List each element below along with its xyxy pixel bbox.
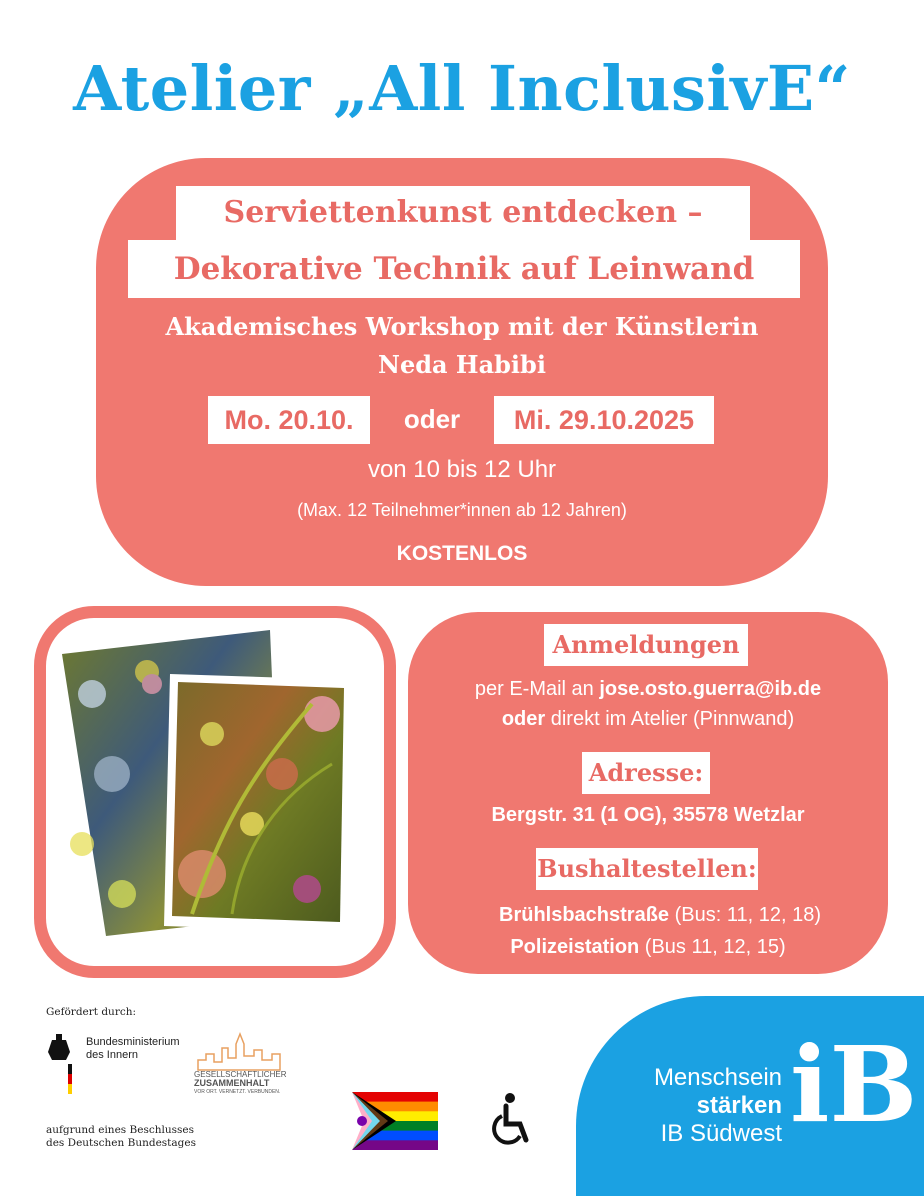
headline-line1: Serviettenkunst entdecken –: [176, 186, 750, 240]
price-text: KOSTENLOS: [396, 542, 528, 565]
bus-stop-1: Brühlsbachstraße (Bus: 11, 12, 18): [499, 904, 821, 926]
progress-pride-flag-icon: [352, 1092, 438, 1150]
registration-email[interactable]: jose.osto.guerra@ib.de: [599, 678, 822, 700]
subtitle-line1: Akademisches Workshop mit der Künstlerin: [165, 312, 759, 341]
registration-alt-line: oder direkt im Atelier (Pinnwand): [501, 708, 795, 730]
registration-email-line: per E-Mail an jose.osto.guerra@ib.de: [474, 678, 822, 700]
funded-by-label: Gefördert durch:: [46, 1006, 137, 1018]
or-label: oder: [403, 404, 461, 434]
bus-heading: Bushaltestellen:: [536, 848, 758, 890]
page-title: Atelier „All InclusivE“: [73, 52, 851, 125]
registration-heading: Anmeldungen: [544, 624, 748, 666]
wheelchair-icon: [492, 1092, 534, 1152]
address-value: Bergstr. 31 (1 OG), 35578 Wetzlar: [491, 804, 805, 826]
headline-line2: Dekorative Technik auf Leinwand: [128, 240, 800, 298]
skyline-logo-icon: [196, 1030, 286, 1072]
time-text: von 10 bis 12 Uhr: [367, 456, 557, 483]
ministry-name: Bundesministerium des Innern: [86, 1036, 180, 1061]
participants-text: (Max. 12 Teilnehmer*innen ab 12 Jahren): [297, 500, 627, 520]
ib-logo: iB: [790, 1023, 918, 1146]
artwork-image: [52, 624, 372, 944]
address-heading: Adresse:: [582, 752, 710, 794]
date-2: Mi. 29.10.2025: [494, 396, 714, 444]
ib-slogan: Menschsein stärken IB Südwest: [653, 1064, 782, 1147]
date-1: Mo. 20.10.: [208, 396, 370, 444]
eagle-flag-logo: [44, 1034, 74, 1096]
bundestag-resolution: aufgrund eines Beschlusses des Deutschen Bundestages: [46, 1124, 196, 1149]
bus-stop-2: Polizeistation (Bus 11, 12, 15): [510, 936, 786, 958]
artist-name: Neda Habibi: [378, 350, 546, 379]
gz-logo-text: GESELLSCHAFTLICHER ZUSAMMENHALT VOR ORT. VERNETZT. VERBUNDEN.: [194, 1070, 287, 1095]
